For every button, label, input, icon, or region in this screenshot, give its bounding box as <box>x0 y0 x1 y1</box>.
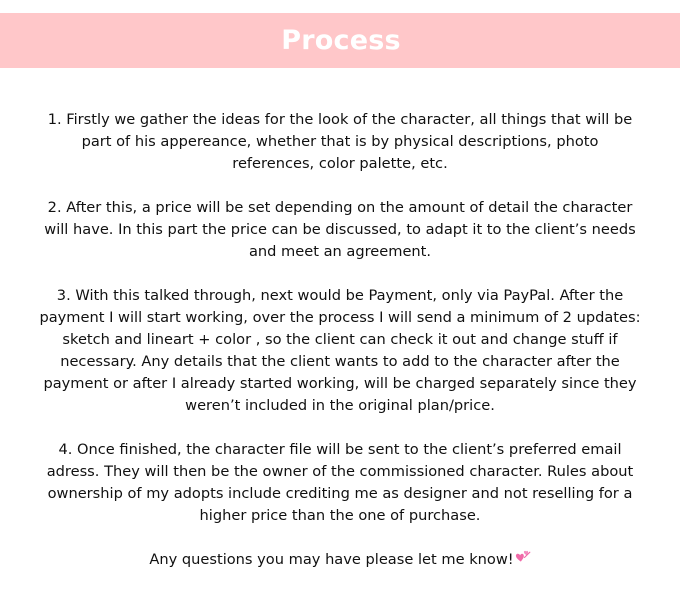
step-3-paragraph: 3. With this talked through, next would be Payment, only via PayPal. After the payment I will start working, over the process I will send a minimum of 2 updates: sketch and lineart + color , so the client can check it out and change stuff if necessary. Any details that the client wants to add to the character after the payment or after I already started working, will be charged separately since they weren’t included in the original plan/price. <box>39 287 641 414</box>
header-banner <box>0 13 680 68</box>
closing-text: Any questions you may have please let me know! <box>149 551 514 568</box>
process-description <box>30 109 650 572</box>
step-2-paragraph: 2. After this, a price will be set depending on the amount of detail the character will have. In this part the price can be discussed, to adapt it to the client’s needs and meet an agreement. <box>44 199 636 260</box>
closing-line <box>30 549 650 572</box>
step-1-paragraph: 1. Firstly we gather the ideas for the look of the character, all things that will be part of his appereance, whether that is by physical descriptions, photo references, color palette, etc. <box>47 111 633 172</box>
page-title: Process <box>281 25 401 56</box>
two-hearts-icon <box>515 549 531 572</box>
step-4-paragraph: 4. Once finished, the character file will be sent to the client’s preferred email adress. They will then be the owner of the commissioned character. Rules about ownership of my adopts include crediting me as designer and not reselling for a higher price than the one of purchase. <box>46 441 634 524</box>
